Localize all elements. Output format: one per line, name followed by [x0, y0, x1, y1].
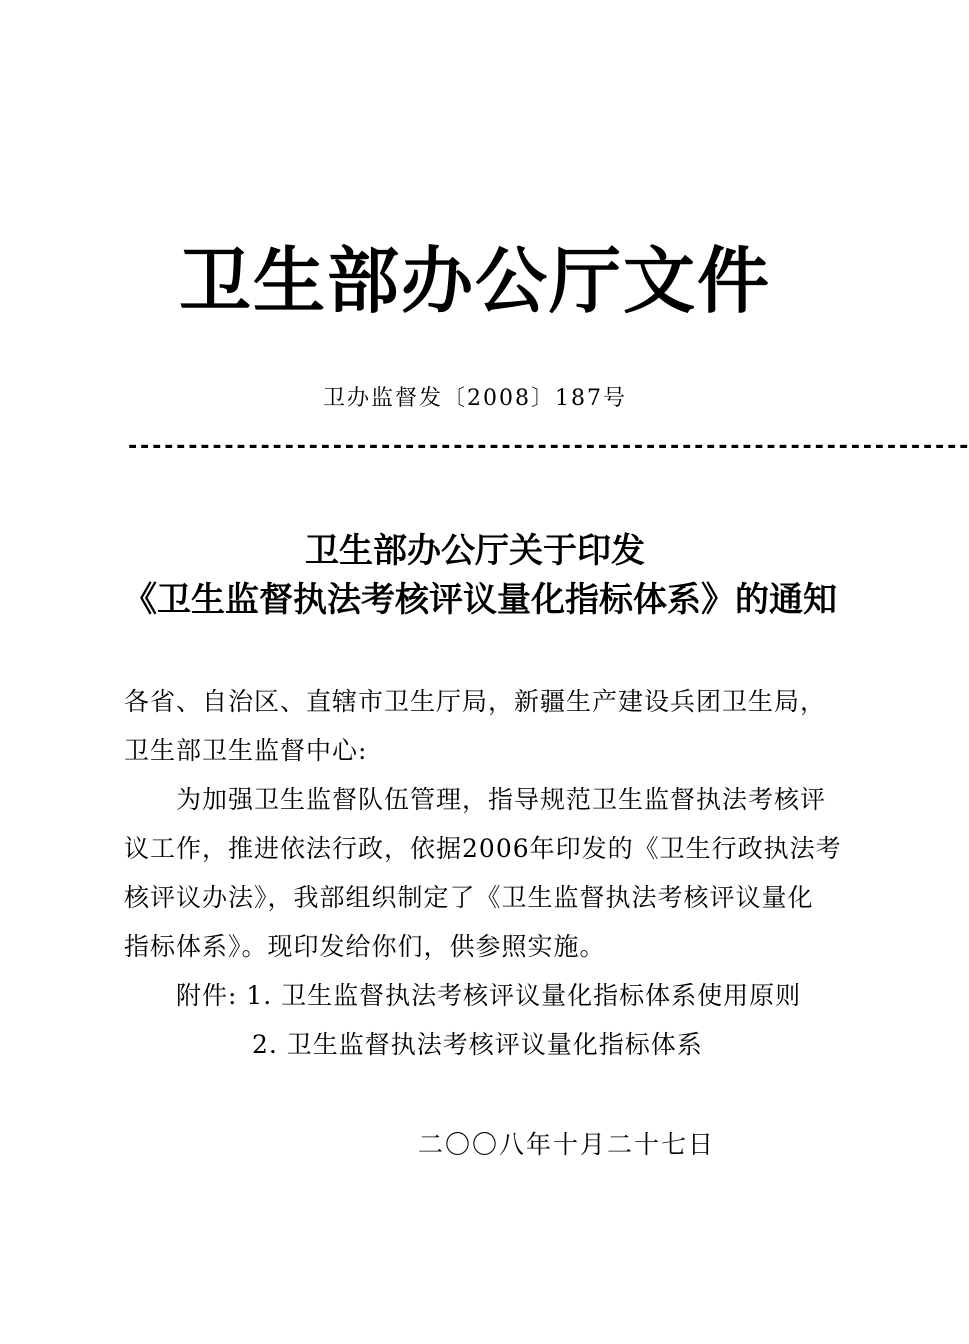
body-paragraph-line: 指标体系》。现印发给你们，供参照实施。: [124, 932, 606, 961]
notice-title-line-1: 卫生部办公厅关于印发: [305, 531, 645, 571]
body-paragraph-line: 议工作，推进依法行政，依据2006年印发的《卫生行政执法考: [124, 834, 842, 863]
body-paragraph-line: 核评议办法》，我部组织制定了《卫生监督执法考核评议量化: [124, 883, 814, 912]
attachment-item-1: 附件: 1. 卫生监督执法考核评议量化指标体系使用原则: [176, 981, 802, 1010]
body-paragraph-line: 为加强卫生监督队伍管理，指导规范卫生监督执法考核评: [176, 785, 827, 814]
document-body: [124, 677, 842, 1077]
addressee-line-1: 各省、自治区、直辖市卫生厅局，新疆生产建设兵团卫生局，: [124, 687, 827, 716]
attachment-item-2: 2. 卫生监督执法考核评议量化指标体系: [252, 1030, 703, 1059]
document-header-title: 卫生部办公厅文件: [178, 239, 771, 323]
addressee-line-2: 卫生部卫生监督中心:: [124, 736, 368, 765]
separator-line: ----------------------------------------------------------------------: [126, 434, 969, 459]
notice-title-line-2: 《卫生监督执法考核评议量化指标体系》的通知: [123, 580, 837, 620]
document-date: 二〇〇八年十月二十七日: [418, 1130, 716, 1159]
document-number: 卫办监督发〔2008〕187号: [323, 386, 627, 411]
